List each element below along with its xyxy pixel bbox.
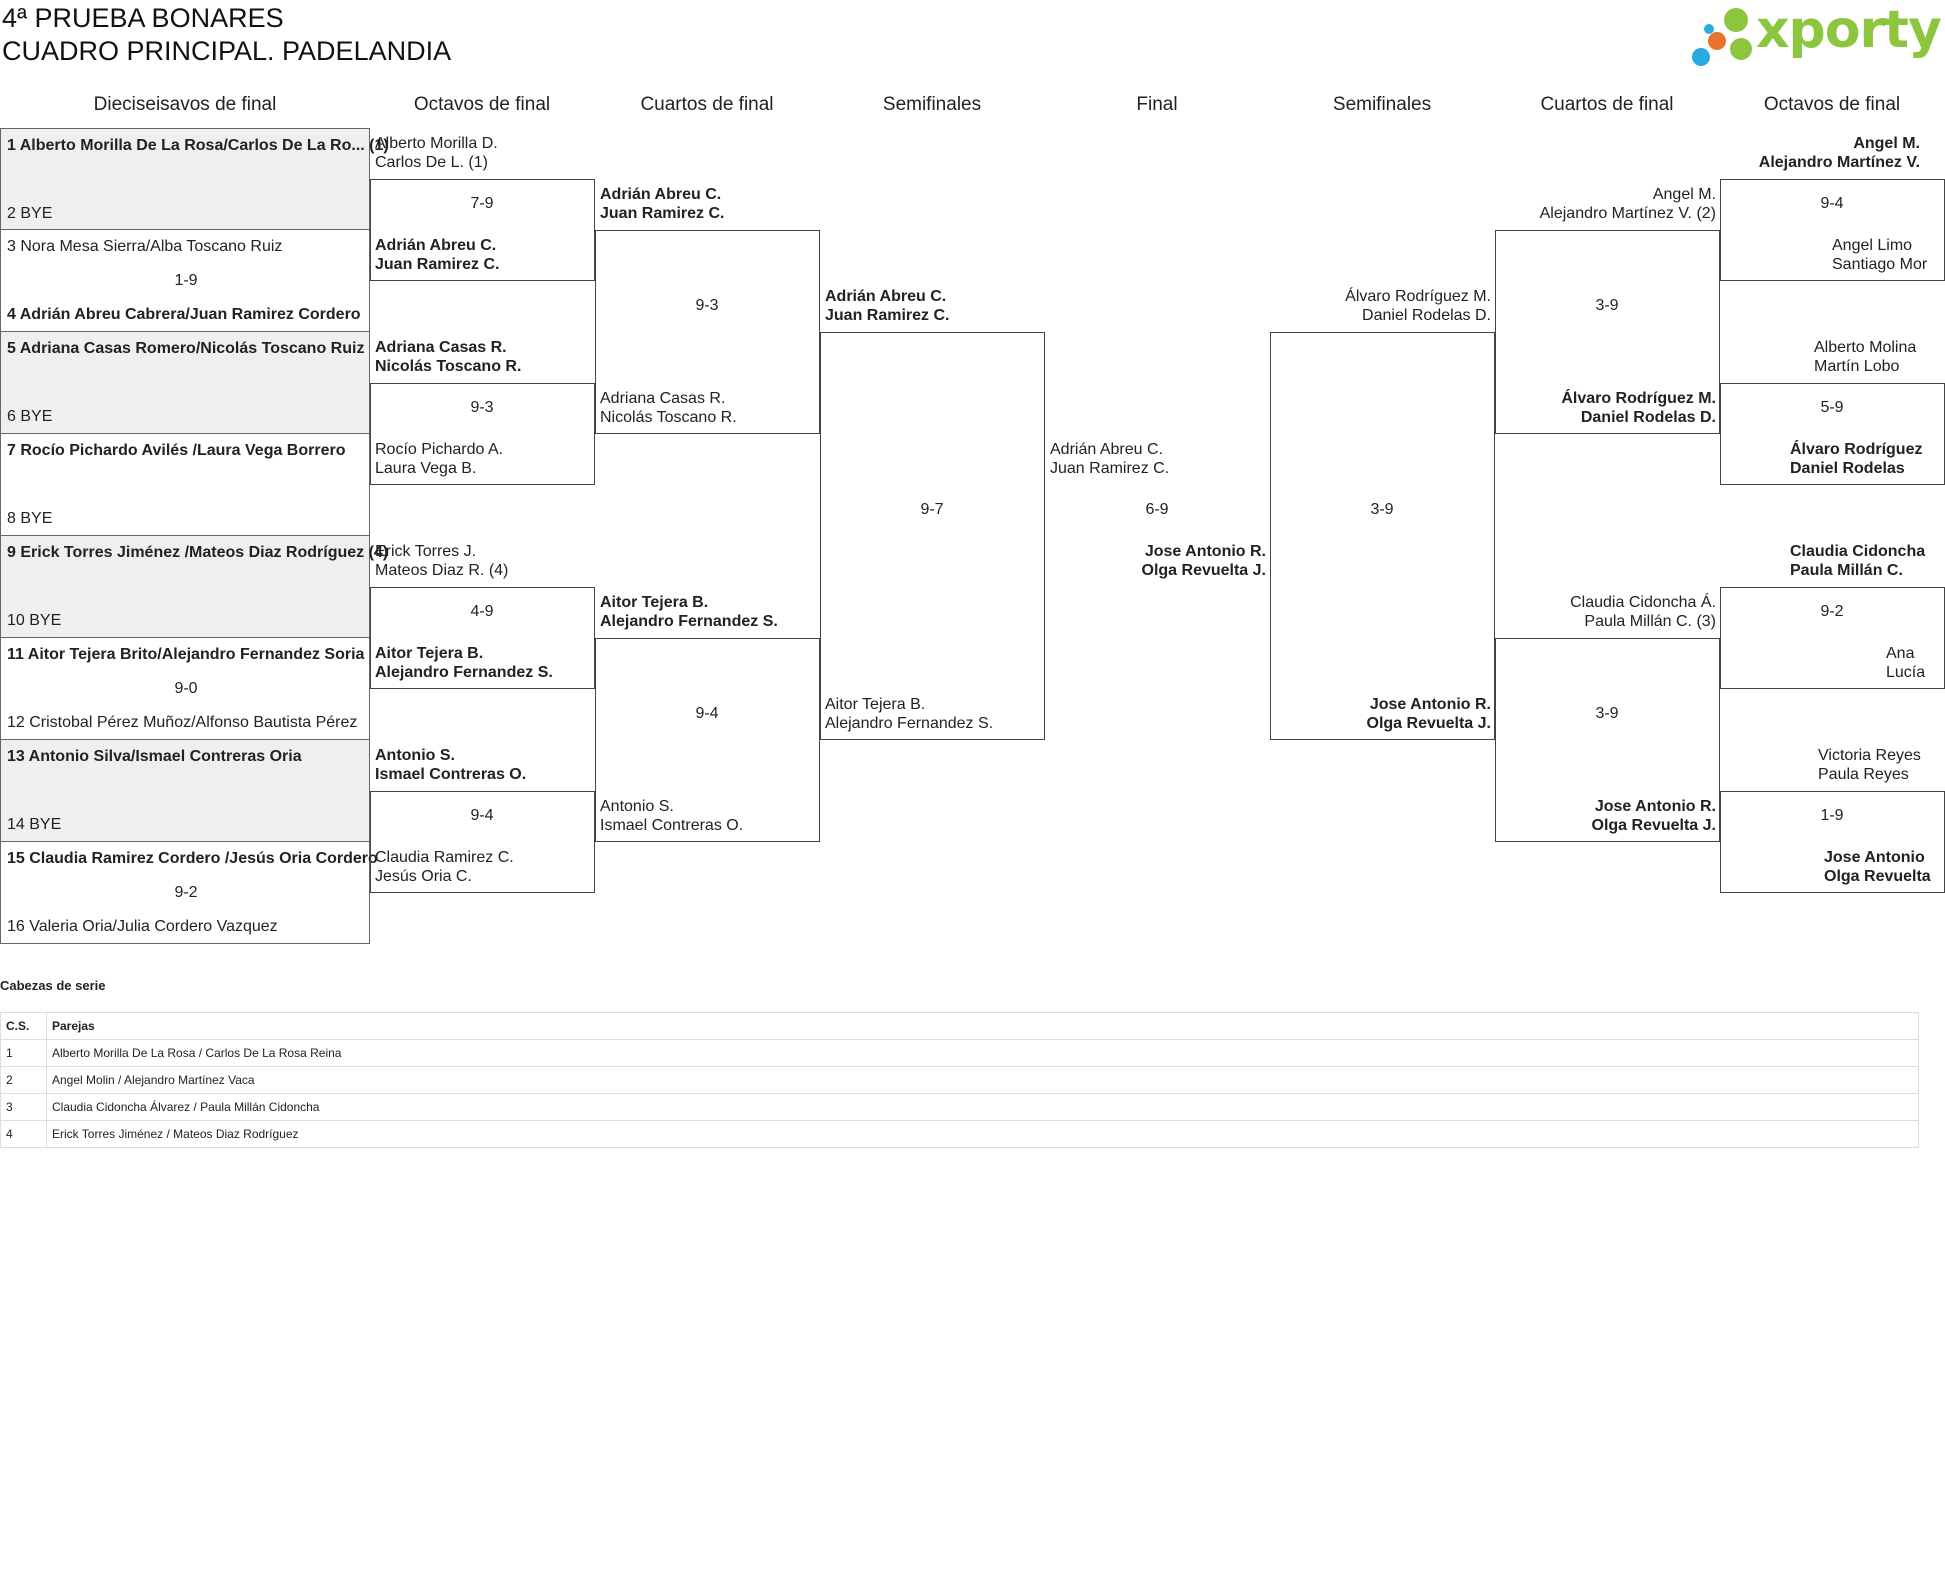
- seed-number: 1: [1, 1040, 47, 1067]
- header-right-sf: Semifinales: [1332, 94, 1432, 115]
- right-r8-pair: Ana Lucía: [1886, 645, 1926, 681]
- right-qf-score: 3-9: [1595, 297, 1619, 314]
- left-r8-pair: Claudia Ramirez C. Jesús Oria C.: [375, 849, 514, 885]
- header-right-qf: Cuartos de final: [1540, 94, 1674, 115]
- left-sf-score: 9-7: [920, 501, 944, 518]
- r16-slot: 16 Valeria Oria/Julia Cordero Vazquez: [7, 918, 278, 935]
- table-row: [1, 1067, 1919, 1094]
- left-r8-pair: Adriana Casas R. Nicolás Toscano R.: [375, 339, 522, 375]
- left-r8-pair: Rocío Pichardo A. Laura Vega B.: [375, 441, 504, 477]
- r16-match-5: [0, 536, 389, 638]
- r16-slot: 13 Antonio Silva/Ismael Contreras Oria: [7, 748, 302, 765]
- left-qf-pair: Adriana Casas R. Nicolás Toscano R.: [600, 390, 737, 426]
- r16-match-7: [0, 740, 370, 842]
- r16-slot: 14 BYE: [7, 816, 62, 833]
- tournament-title: 4ª PRUEBA BONARES: [2, 3, 284, 33]
- header-r16: Dieciseisavos de final: [93, 94, 277, 115]
- right-r8-score: 9-4: [1820, 195, 1844, 212]
- right-r8-pair: Angel M. Alejandro Martínez V.: [1758, 135, 1920, 171]
- r16-slot: 8 BYE: [7, 510, 53, 527]
- right-qf-pair: Álvaro Rodríguez M. Daniel Rodelas D.: [1561, 390, 1716, 426]
- logo-wordmark: xporty: [1756, 0, 1941, 60]
- r16-slot: 4 Adrián Abreu Cabrera/Juan Ramirez Cordero: [7, 306, 361, 323]
- left-qf-score: 9-4: [695, 705, 719, 722]
- right-r8-pair: Angel Limo Santiago Mor: [1832, 237, 1928, 273]
- r16-slot: 2 BYE: [7, 205, 53, 222]
- right-r8-score: 9-2: [1820, 603, 1844, 620]
- logo-dot-blue-small: [1704, 24, 1714, 34]
- header-left-sf: Semifinales: [882, 94, 982, 115]
- r16-slot: 15 Claudia Ramirez Cordero /Jesús Oria Cordero: [7, 850, 378, 867]
- seeds-header-row: [1, 1013, 1919, 1040]
- right-qf-pair: Claudia Cidoncha Á. Paula Millán C. (3): [1570, 594, 1716, 630]
- header-left-qf: Cuartos de final: [640, 94, 774, 115]
- final-pair-top: Adrián Abreu C. Juan Ramirez C.: [1050, 441, 1170, 477]
- r16-match-8: [0, 842, 378, 944]
- seeds-col-pairs: Parejas: [47, 1013, 1919, 1040]
- draw-subtitle: CUADRO PRINCIPAL. PADELANDIA: [2, 36, 452, 66]
- r16-score: 1-9: [174, 272, 198, 289]
- left-r8-score: 9-4: [470, 807, 494, 824]
- header-right-r8: Octavos de final: [1763, 94, 1901, 115]
- left-r8-pair: Adrián Abreu C. Juan Ramirez C.: [375, 237, 500, 273]
- right-sf-pair: Álvaro Rodríguez M. Daniel Rodelas D.: [1345, 288, 1491, 324]
- r16-slot: 9 Erick Torres Jiménez /Mateos Diaz Rodríguez (4): [7, 544, 389, 561]
- seed-pair: Claudia Cidoncha Álvarez / Paula Millán Cidoncha: [47, 1094, 1919, 1121]
- logo-dot-blue: [1692, 48, 1710, 66]
- left-r8-pair: Alberto Morilla D. Carlos De L. (1): [375, 135, 498, 171]
- left-sf-pair: Adrián Abreu C. Juan Ramirez C.: [825, 288, 950, 324]
- header-final: Final: [1136, 94, 1178, 115]
- right-qf-pair: Angel M. Alejandro Martínez V. (2): [1539, 186, 1716, 222]
- r16-slot: 7 Rocío Pichardo Avilés /Laura Vega Borrero: [7, 442, 346, 459]
- r16-match-3: [0, 332, 370, 434]
- left-r8-pair: Antonio S. Ismael Contreras O.: [375, 747, 527, 783]
- right-r8-pair: Álvaro Rodríguez Daniel Rodelas: [1790, 441, 1923, 477]
- right-r8-score: 5-9: [1820, 399, 1844, 416]
- r16-match-4: [0, 434, 370, 536]
- r16-score: 9-0: [174, 680, 198, 697]
- r16-match-2: [0, 230, 370, 332]
- final-pair-bottom: Jose Antonio R. Olga Revuelta J.: [1141, 543, 1266, 579]
- left-qf-pair: Aitor Tejera B. Alejandro Fernandez S.: [600, 594, 778, 630]
- right-r8-pair: Jose Antonio Olga Revuelta: [1824, 849, 1931, 885]
- left-sf-pair: Aitor Tejera B. Alejandro Fernandez S.: [825, 696, 994, 732]
- r16-slot: 5 Adriana Casas Romero/Nicolás Toscano Ruiz: [7, 340, 365, 357]
- table-row: [1, 1094, 1919, 1121]
- header-left-r8: Octavos de final: [413, 94, 551, 115]
- right-qf-score: 3-9: [1595, 705, 1619, 722]
- right-qf-pair: Jose Antonio R. Olga Revuelta J.: [1591, 798, 1716, 834]
- r16-slot: 1 Alberto Morilla De La Rosa/Carlos De La Ro... (1): [7, 137, 389, 154]
- seed-number: 4: [1, 1121, 47, 1148]
- r16-slot: 10 BYE: [7, 612, 62, 629]
- seeds-table: [0, 1012, 1919, 1148]
- seed-number: 2: [1, 1067, 47, 1094]
- right-sf-score: 3-9: [1370, 501, 1394, 518]
- final-score: 6-9: [1145, 501, 1169, 518]
- r16-score: 9-2: [174, 884, 198, 901]
- left-r8-score: 9-3: [470, 399, 494, 416]
- left-sf-bracket-line: [820, 332, 1045, 740]
- left-qf-score: 9-3: [695, 297, 719, 314]
- seed-pair: Erick Torres Jiménez / Mateos Diaz Rodríguez: [47, 1121, 1919, 1148]
- r16-slot: 3 Nora Mesa Sierra/Alba Toscano Ruiz: [7, 238, 283, 255]
- right-r8-pair: Alberto Molina Martín Lobo: [1814, 339, 1917, 375]
- right-r8-score: 1-9: [1820, 807, 1844, 824]
- right-sf-pair: Jose Antonio R. Olga Revuelta J.: [1366, 696, 1491, 732]
- left-r8-score: 7-9: [470, 195, 494, 212]
- r16-slot: 6 BYE: [7, 408, 53, 425]
- seed-pair: Alberto Morilla De La Rosa / Carlos De La Rosa Reina: [47, 1040, 1919, 1067]
- left-r8-pair: Aitor Tejera B. Alejandro Fernandez S.: [375, 645, 553, 681]
- r16-match-6: [0, 638, 370, 740]
- left-r8-pair: Erick Torres J. Mateos Diaz R. (4): [375, 543, 509, 579]
- seed-pair: Angel Molin / Alejandro Martínez Vaca: [47, 1067, 1919, 1094]
- right-r8-column: [1720, 0, 1931, 1000]
- seed-number: 3: [1, 1094, 47, 1121]
- table-row: [1, 1040, 1919, 1067]
- table-row: [1, 1121, 1919, 1148]
- seeds-col-cs: C.S.: [1, 1013, 47, 1040]
- r16-slot: 11 Aitor Tejera Brito/Alejandro Fernandez Soria: [7, 646, 365, 663]
- right-r8-pair: Victoria Reyes Paula Reyes: [1818, 747, 1921, 783]
- left-qf-pair: Antonio S. Ismael Contreras O.: [600, 798, 744, 834]
- right-sf-bracket-line: [1270, 332, 1495, 740]
- left-r8-score: 4-9: [470, 603, 494, 620]
- seeds-title: Cabezas de serie: [0, 978, 106, 993]
- r16-slot: 12 Cristobal Pérez Muñoz/Alfonso Bautista Pérez: [7, 714, 358, 731]
- left-qf-pair: Adrián Abreu C. Juan Ramirez C.: [600, 186, 725, 222]
- right-r8-pair: Claudia Cidoncha Paula Millán C.: [1790, 543, 1926, 579]
- r16-match-1: [0, 128, 389, 230]
